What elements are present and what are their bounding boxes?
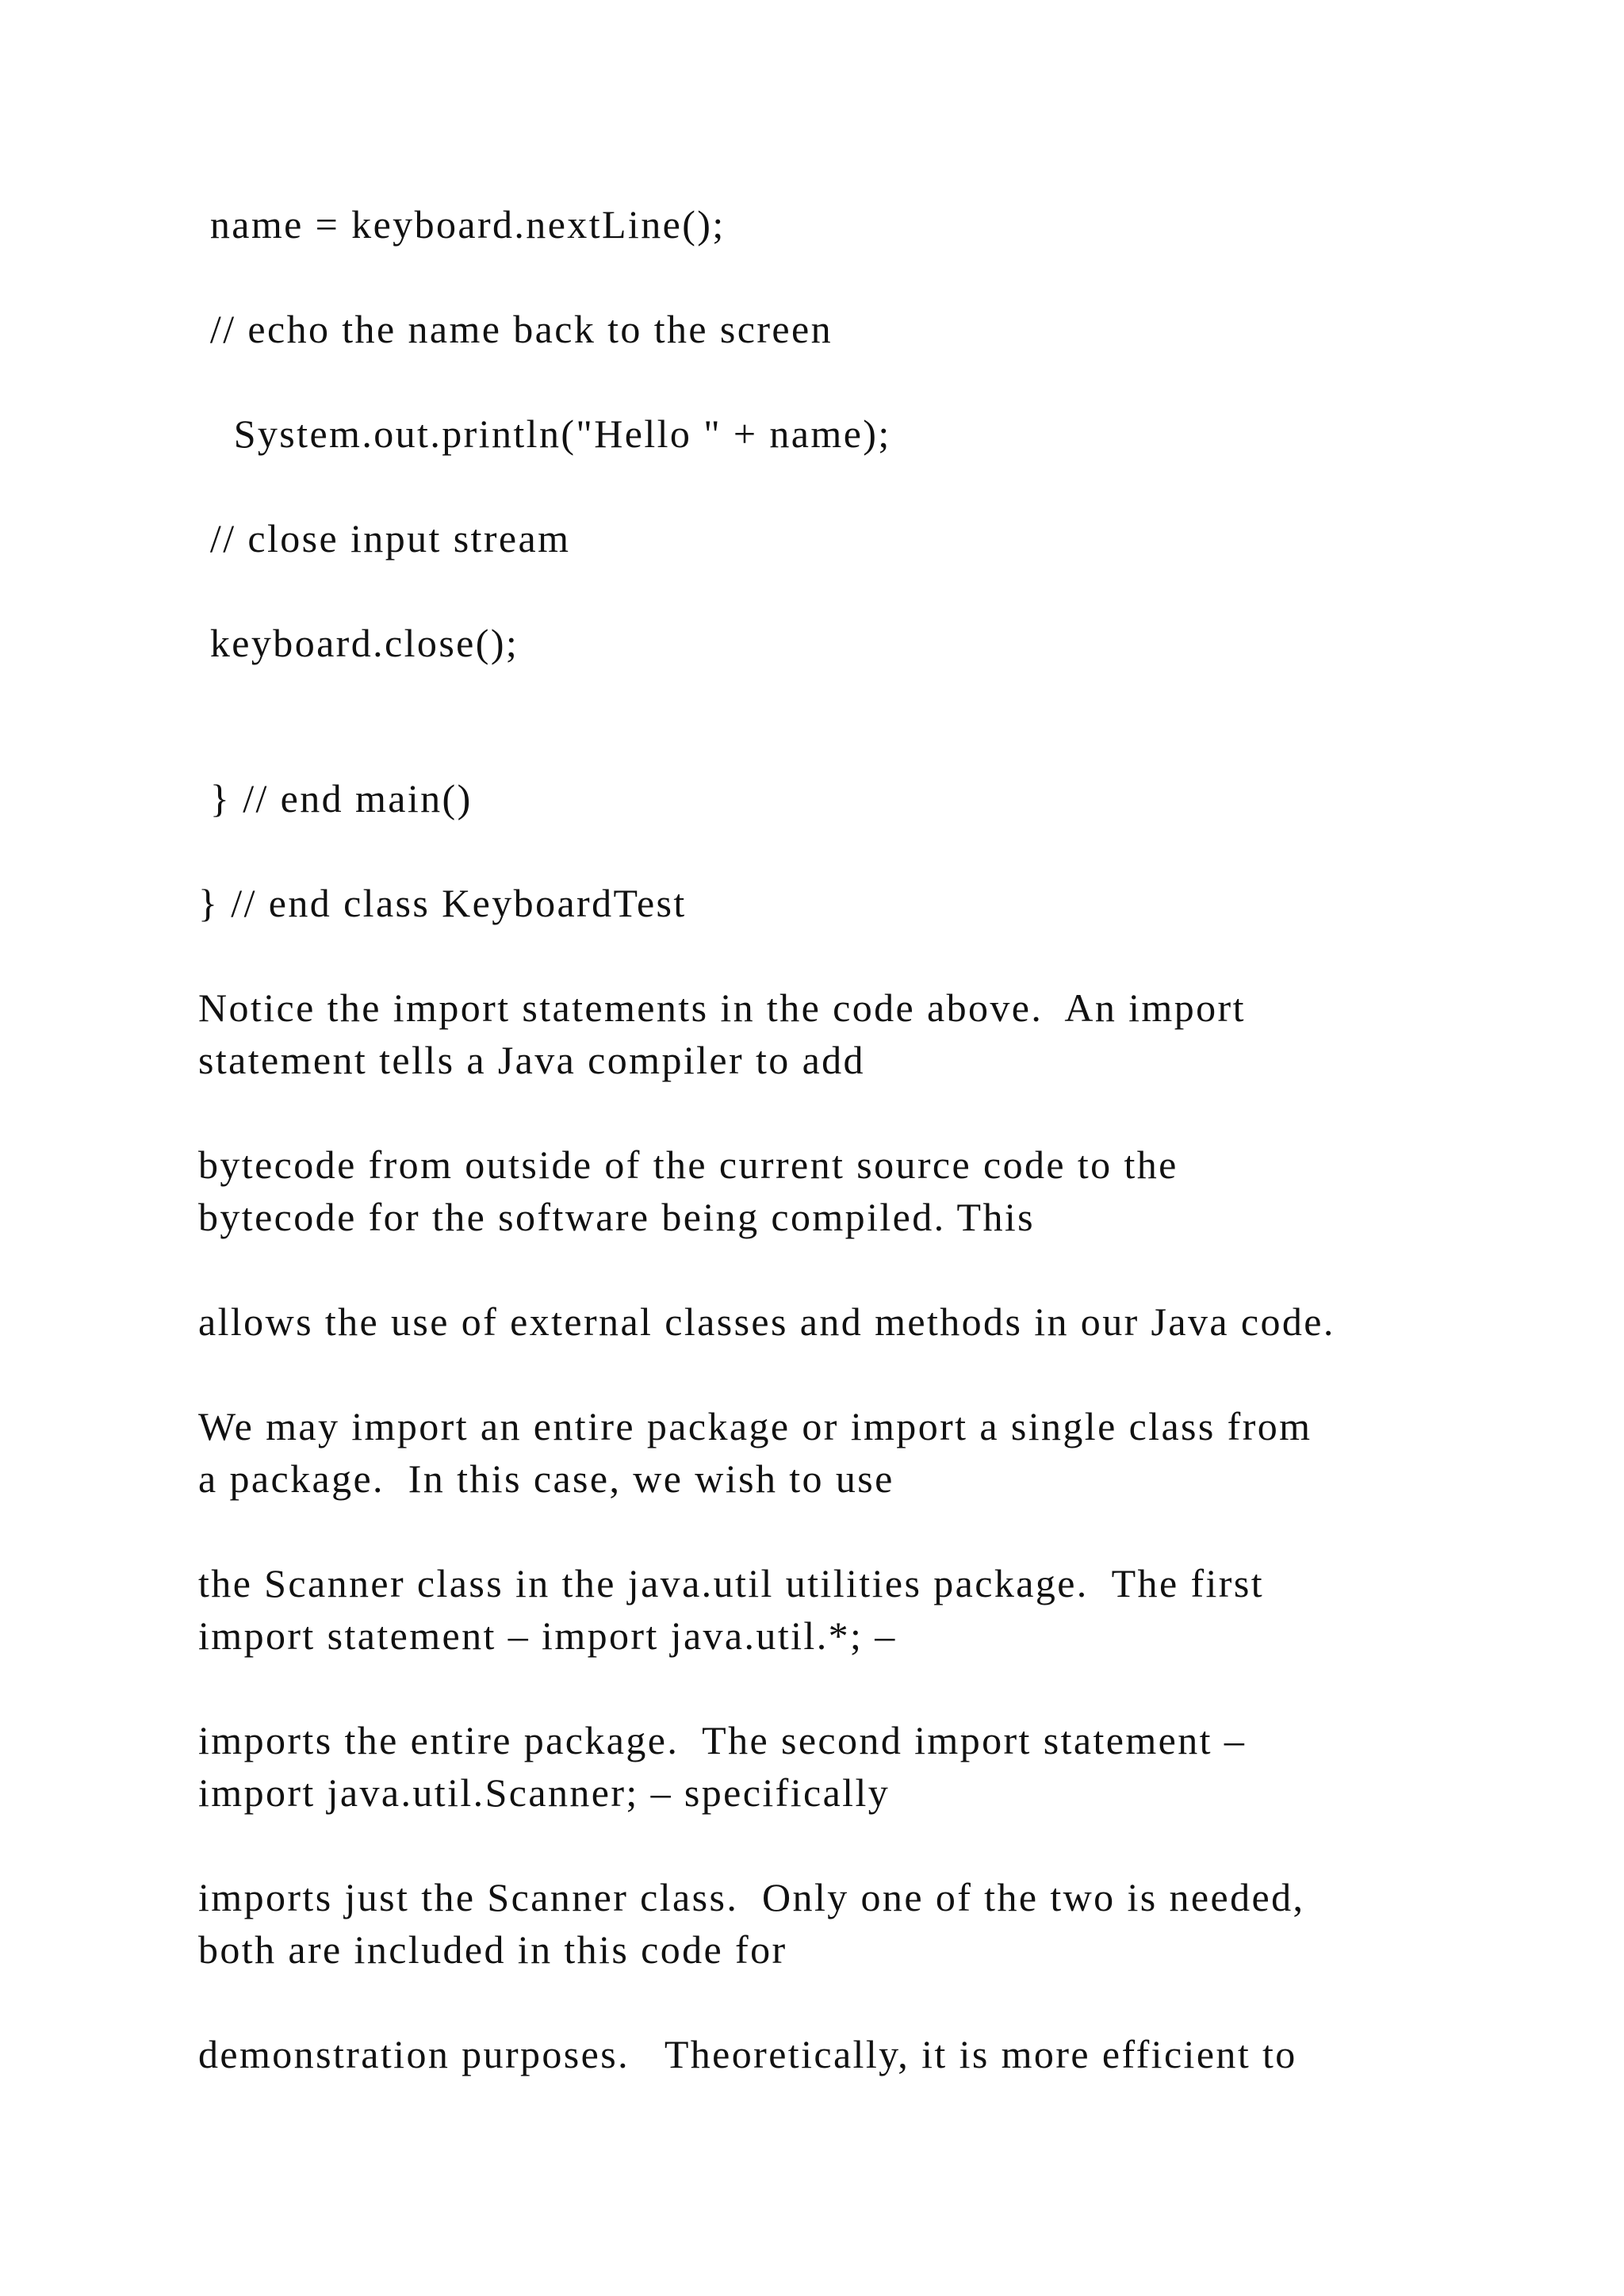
paragraph-line: a package. In this case, we wish to use	[198, 1456, 894, 1501]
code-closing-brace: } // end main()	[198, 776, 473, 821]
paragraph-line: both are included in this code for	[198, 1927, 787, 1972]
paragraph-line: demonstration purposes. Theoretically, it is more efficient to	[198, 2032, 1297, 2076]
code-comment: // echo the name back to the screen	[198, 307, 833, 351]
paragraph-line: We may import an entire package or import a single class from	[198, 1404, 1312, 1448]
paragraph-line: imports the entire package. The second import statement –	[198, 1718, 1247, 1762]
paragraph-line: import java.util.Scanner; – specifically	[198, 1770, 891, 1815]
code-line: System.out.println("Hello " + name);	[198, 411, 891, 456]
paragraph-line: imports just the Scanner class. Only one of the two is needed,	[198, 1875, 1305, 1919]
paragraph-line: statement tells a Java compiler to add	[198, 1038, 865, 1082]
code-comment: // close input stream	[198, 516, 571, 561]
paragraph-line: the Scanner class in the java.util utilities package. The first	[198, 1561, 1264, 1605]
paragraph-line: bytecode for the software being compiled. This	[198, 1195, 1036, 1239]
code-line: keyboard.close();	[198, 621, 519, 665]
paragraph-line: Notice the import statements in the code above. An import	[198, 985, 1246, 1030]
paragraph-line: import statement – import java.util.*; –	[198, 1613, 897, 1658]
paragraph-line: allows the use of external classes and methods in our Java code.	[198, 1299, 1335, 1344]
code-closing-brace: } // end class KeyboardTest	[198, 881, 687, 925]
paragraph-line: bytecode from outside of the current source code to the	[198, 1142, 1178, 1187]
code-line: name = keyboard.nextLine();	[198, 202, 726, 247]
